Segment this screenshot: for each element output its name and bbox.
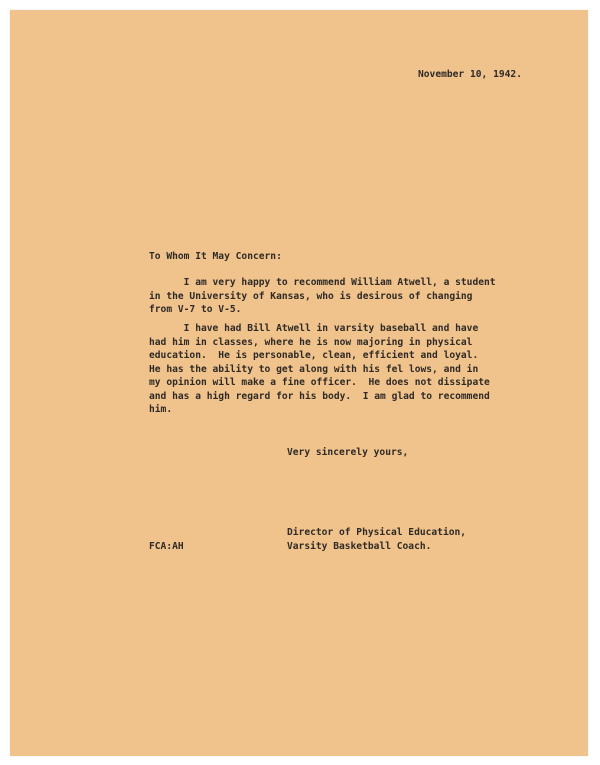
letter-page [10,10,588,756]
salutation: To Whom It May Concern: [149,251,282,262]
signature-title-2: Varsity Basketball Coach. [287,541,432,552]
signature-title-1: Director of Physical Education, [287,527,467,538]
body-paragraph-1: I am very happy to recommend William Atwell, a student in the University of Kansas, who is desirous of changing from V-7 to V-5. [149,277,496,315]
reference-initials: FCA:AH [149,541,184,552]
letter-date: November 10, 1942. [418,69,522,80]
closing: Very sincerely yours, [287,447,409,458]
body-paragraph-2: I have had Bill Atwell in varsity baseball and have had him in classes, where he is now majoring in physical education. He is personable, clean, efficient and loyal. He has the ability to get along with his fel lows, and in my opinion will make a fine officer. He does not dissipate and has a high regard for his body. I am glad to recommend him. [149,323,490,415]
